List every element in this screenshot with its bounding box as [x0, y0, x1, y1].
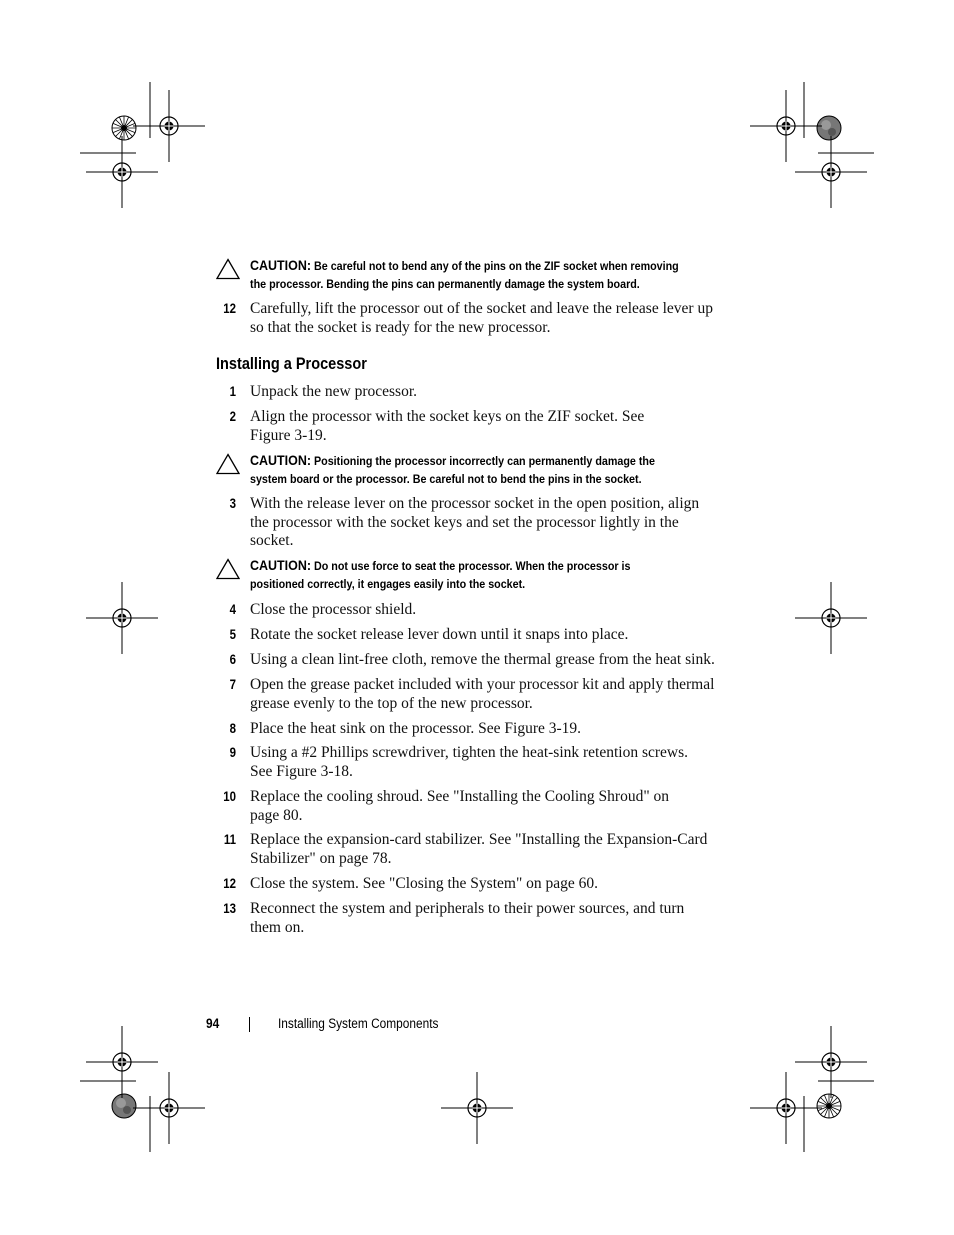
step-number: 3 — [229, 496, 236, 511]
step-line: Open the grease packet included with your processor kit and apply thermal — [250, 676, 715, 693]
step-text — [250, 601, 750, 620]
step-line: Close the system. See "Closing the System" on page 60. — [250, 875, 599, 892]
step-number: 2 — [229, 409, 236, 424]
caution-label: CAUTION: — [250, 453, 312, 469]
caution-label: CAUTION: — [250, 258, 312, 274]
step-number: 10 — [223, 789, 236, 804]
step-line: Figure 3-19. — [250, 426, 327, 444]
step-line: Place the heat sink on the processor. See Figure 3-19. — [250, 720, 582, 737]
step-number: 5 — [229, 627, 236, 642]
step-line: Replace the cooling shroud. See "Installing the Cooling Shroud" on — [250, 788, 670, 805]
step-number: 6 — [229, 652, 236, 667]
step-line: With the release lever on the processor socket in the open position, align — [250, 495, 700, 512]
step-text — [250, 720, 750, 739]
step-text — [250, 831, 750, 868]
step-line: Align the processor with the socket keys on the ZIF socket. See — [250, 408, 645, 425]
footer-chapter-title: Installing System Components — [278, 1016, 439, 1031]
step-text — [250, 408, 750, 445]
step-line: so that the socket is ready for the new processor. — [250, 318, 551, 336]
step-line: Rotate the socket release lever down until it snaps into place. — [250, 626, 629, 643]
step-text — [250, 495, 750, 551]
step-line: Unpack the new processor. — [250, 383, 418, 400]
step-number: 8 — [229, 721, 236, 736]
step-number: 9 — [229, 745, 236, 760]
caution-triangle-icon — [216, 453, 240, 475]
step-line: Using a #2 Phillips screwdriver, tighten the heat-sink retention screws. — [250, 744, 689, 761]
step-number: 4 — [229, 602, 236, 617]
caution-triangle-icon — [216, 558, 240, 580]
caution-text — [250, 258, 679, 293]
step-number: 1 — [229, 384, 236, 399]
caution-text — [250, 558, 672, 593]
step-line: Carefully, lift the processor out of the socket and leave the release lever up — [250, 300, 713, 317]
step-number: 7 — [229, 677, 236, 692]
step-number: 12 — [223, 301, 236, 316]
step-text — [250, 651, 750, 670]
step-line: page 80. — [250, 806, 303, 824]
step-line: them on. — [250, 918, 305, 936]
caution-triangle-icon — [216, 258, 240, 280]
caution-text — [250, 453, 672, 488]
step-line: the processor with the socket keys and set the processor lightly in the — [250, 513, 679, 531]
step-number: 11 — [223, 832, 236, 847]
step-number: 13 — [223, 901, 236, 916]
caution-line: the processor. Bending the pins can permanently damage the system board. — [250, 276, 640, 291]
step-line: Replace the expansion-card stabilizer. See "Installing the Expansion-Card — [250, 831, 708, 848]
step-number: 12 — [223, 876, 236, 891]
step-line: Stabilizer" on page 78. — [250, 849, 392, 867]
step-text — [250, 626, 750, 645]
caution-line: positioned correctly, it engages easily into the socket. — [250, 576, 526, 591]
step-text — [250, 383, 750, 402]
step-text — [250, 900, 750, 937]
step-line: socket. — [250, 532, 294, 550]
caution-line: Do not use force to seat the processor. When the processor is — [311, 559, 631, 573]
step-line: Reconnect the system and peripherals to their power sources, and turn — [250, 900, 685, 917]
caution-line: system board or the processor. Be careful not to bend the pins in the socket. — [250, 471, 642, 486]
step-line: See Figure 3-18. — [250, 762, 353, 780]
step-line: Close the processor shield. — [250, 601, 417, 618]
step-text — [250, 676, 750, 713]
caution-line: Positioning the processor incorrectly can permanently damage the — [311, 454, 655, 468]
page-number: 94 — [206, 1016, 220, 1031]
step-text — [250, 875, 750, 894]
caution-line: Be careful not to bend any of the pins on the ZIF socket when removing — [311, 259, 679, 273]
step-line: Using a clean lint-free cloth, remove the thermal grease from the heat sink. — [250, 651, 715, 668]
step-text — [250, 744, 750, 781]
footer-divider — [249, 1017, 250, 1032]
caution-label: CAUTION: — [250, 558, 312, 574]
step-text — [250, 788, 750, 825]
section-heading: Installing a Processor — [216, 355, 367, 373]
step-text — [250, 300, 750, 337]
step-line: grease evenly to the top of the new processor. — [250, 694, 533, 712]
